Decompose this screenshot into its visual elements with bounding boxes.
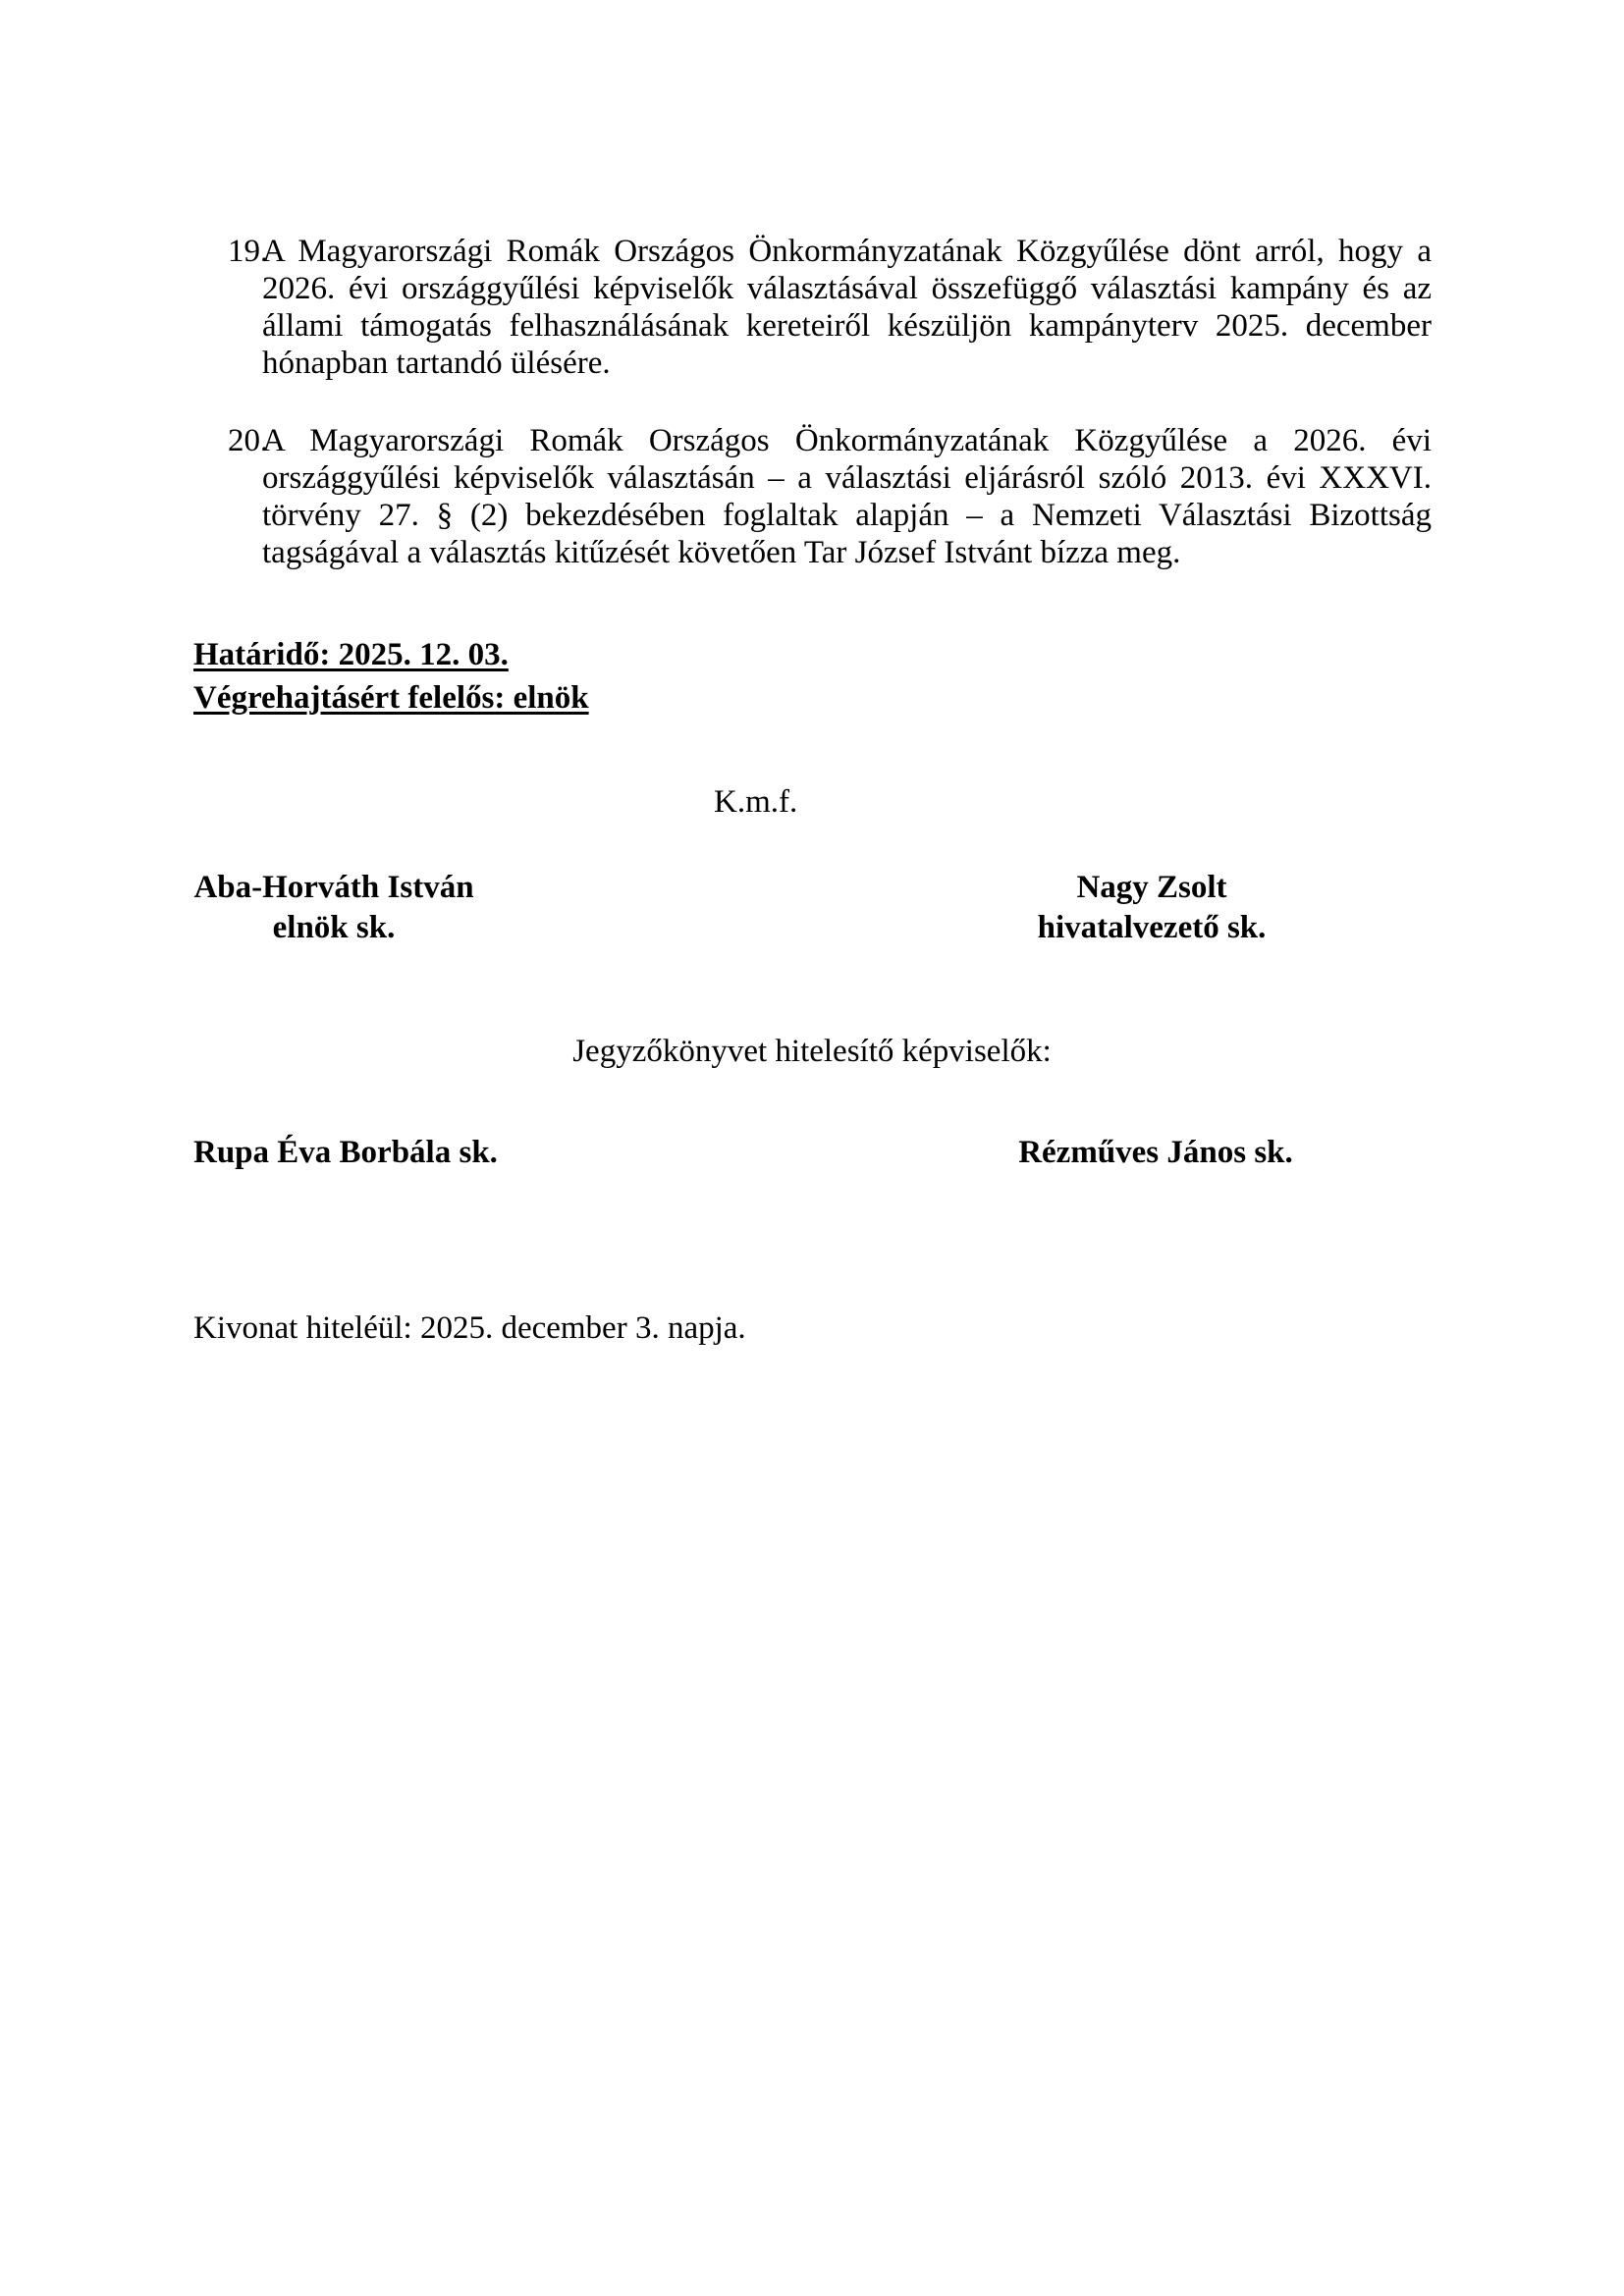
signature-name: Nagy Zsolt — [1076, 870, 1227, 905]
attestor-name-right: Rézműves János sk. — [1018, 1135, 1293, 1170]
resolution-item-20 — [228, 422, 1432, 571]
signature-role: hivatalvezető sk. — [1037, 910, 1267, 945]
signature-role: elnök sk. — [272, 910, 396, 945]
resolution-item-19 — [228, 233, 1432, 382]
deadline-block — [193, 633, 589, 720]
deadline-line: Határidő: 2025. 12. 03. — [193, 637, 509, 672]
resolution-text: A Magyarországi Romák Országos Önkormányzatának Közgyűlése dönt arról, hogy a 2026. évi országgyűlési képviselők választásával összefüggő választási kampány és az állami támogatás felhasználásának kereteiről készüljön kampányterv 2025. december hónapban tartandó ülésére. — [262, 234, 1432, 381]
closing-line: Kivonat hiteléül: 2025. december 3. napja. — [193, 1310, 746, 1346]
attestor-name-left: Rupa Éva Borbála sk. — [193, 1135, 498, 1170]
signature-president — [157, 868, 511, 948]
signature-office-head — [975, 868, 1328, 948]
list-number: 19. — [228, 234, 269, 269]
attestors-heading: Jegyzőkönyvet hitelesítő képviselők: — [572, 1034, 1052, 1069]
signature-name: Aba-Horváth István — [193, 870, 474, 905]
kmf-line: K.m.f. — [714, 784, 798, 820]
responsible-line: Végrehajtásért felelős: elnök — [193, 680, 589, 716]
resolution-text: A Magyarországi Romák Országos Önkormányzatának Közgyűlése a 2026. évi országgyűlési képviselők választásán – a választási eljárásról szóló 2013. évi XXXVI. törvény 27. § (2) bekezdésében foglaltak alapján – a Nemzeti Választási Bizottság tagságával a választás kitűzését követően Tar József Istvánt bízza meg. — [262, 423, 1432, 570]
list-number: 20. — [228, 423, 269, 458]
